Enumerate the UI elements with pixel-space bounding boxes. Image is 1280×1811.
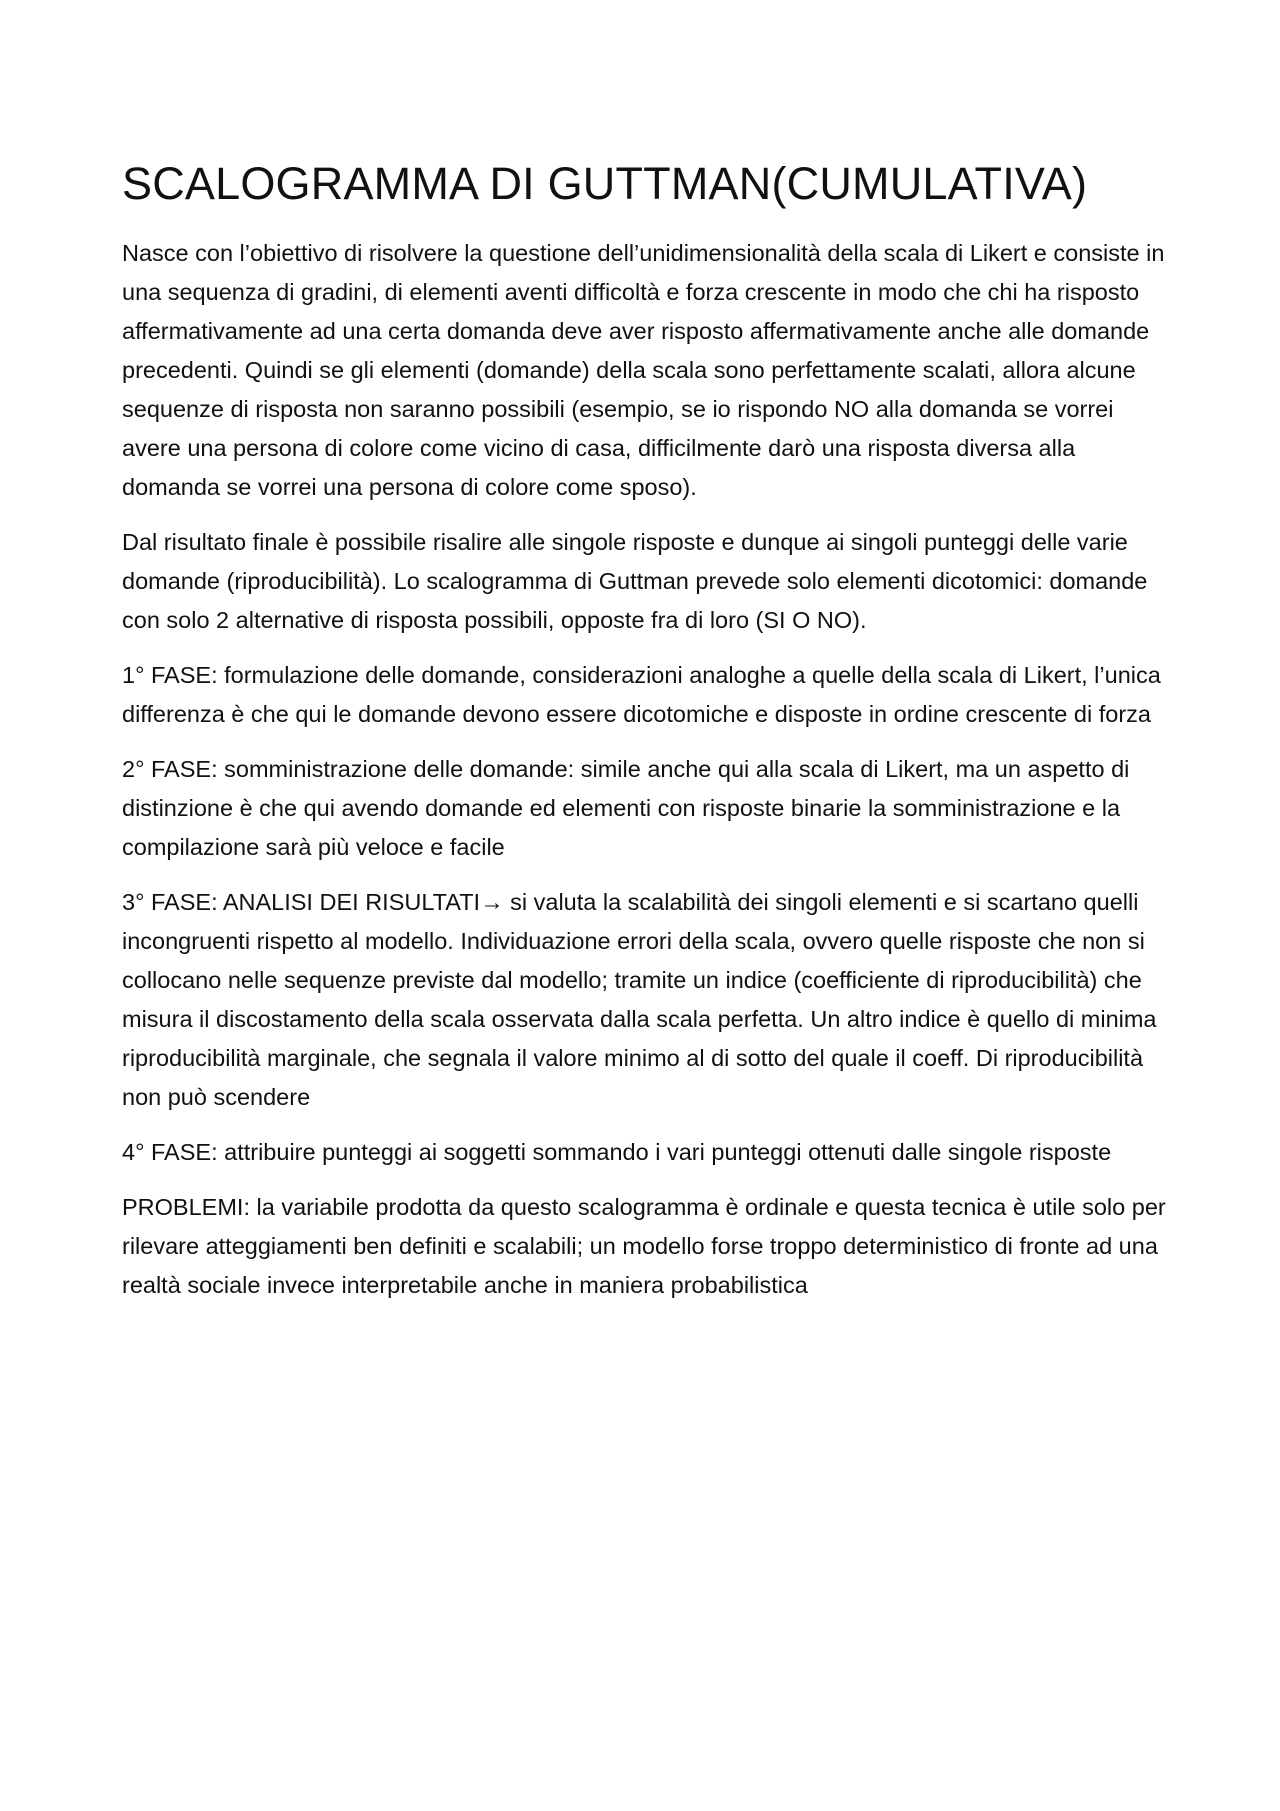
document-page <box>122 158 1168 1321</box>
phase-3-lead: 3° FASE: ANALISI DEI RISULTATI <box>122 888 481 915</box>
paragraph-reproducibility: Dal risultato finale è possibile risalire alle singole risposte e dunque ai singoli punteggi delle varie domande (riproducibilità). Lo scalogramma di Guttman prevede solo elementi dicotomici: domande con solo 2 alternative di risposta possibili, opposte fra di loro (SI O NO). <box>122 528 1148 633</box>
paragraph-problems: PROBLEMI: la variabile prodotta da questo scalogramma è ordinale e questa tecnica è utile solo per rilevare atteggiamenti ben definiti e scalabili; un modello forse troppo deterministico di fronte ad una realtà sociale invece interpretabile anche in maniera probabilistica <box>122 1193 1166 1298</box>
paragraph-intro: Nasce con l’obiettivo di risolvere la questione dell’unidimensionalità della scala di Likert e consiste in una sequenza di gradini, di elementi aventi difficoltà e forza crescente in modo che chi ha risposto affermativamente ad una certa domanda deve aver risposto affermativamente anche alle domande precedenti. Quindi se gli elementi (domande) della scala sono perfettamente scalati, allora alcune sequenze di risposta non saranno possibili (esempio, se io rispondo NO alla domanda se vorrei avere una persona di colore come vicino di casa, difficilmente darò una risposta diversa alla domanda se vorrei una persona di colore come sposo). <box>122 239 1165 500</box>
paragraph-phase-2: 2° FASE: somministrazione delle domande: simile anche qui alla scala di Likert, ma un aspetto di distinzione è che qui avendo domande ed elementi con risposte binarie la somministrazione e la compilazione sarà più veloce e facile <box>122 755 1130 860</box>
paragraph-phase-4: 4° FASE: attribuire punteggi ai soggetti sommando i vari punteggi ottenuti dalle singole risposte <box>122 1138 1112 1165</box>
paragraph-phase-1: 1° FASE: formulazione delle domande, considerazioni analoghe a quelle della scala di Likert, l’unica differenza è che qui le domande devono essere dicotomiche e disposte in ordine crescente di forza <box>122 661 1161 727</box>
document-title: SCALOGRAMMA DI GUTTMAN(CUMULATIVA) <box>122 158 1088 209</box>
arrow-right-icon: → <box>480 888 504 915</box>
paragraph-phase-3 <box>122 883 1168 1117</box>
phase-3-body: si valuta la scalabilità dei singoli elementi e si scartano quelli incongruenti rispetto al modello. Individuazione errori della scala, ovvero quelle risposte che non si collocano nelle sequenze previste dal modello; tramite un indice (coefficiente di riproducibilità) che misura il discostamento della scala osservata dalla scala perfetta. Un altro indice è quello di minima riproducibilità marginale, che segnala il valore minimo al di sotto del quale il coeff. Di riproducibilità non può scendere <box>122 888 1157 1110</box>
